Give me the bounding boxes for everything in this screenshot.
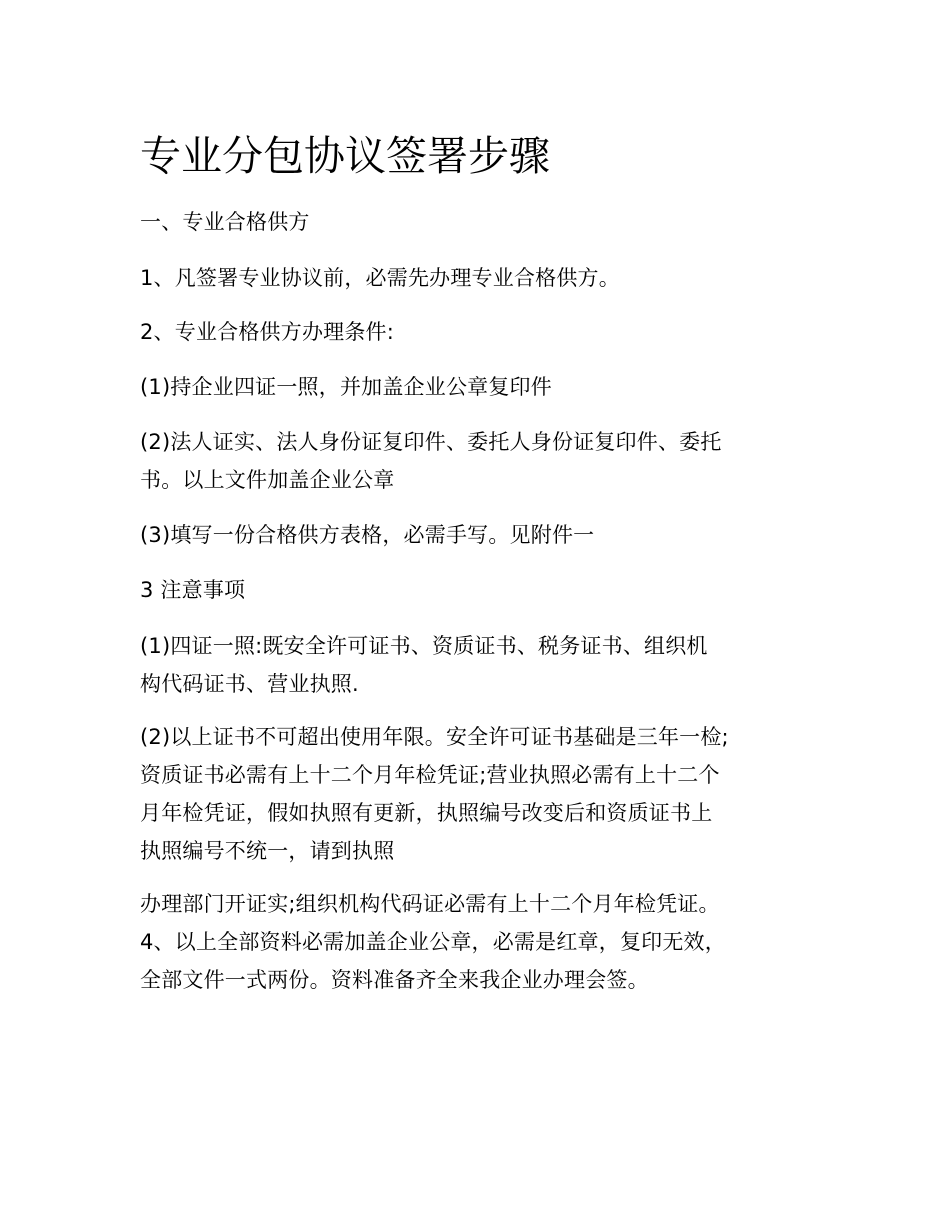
text-line: 月年检凭证，假如执照有更新，执照编号改变后和资质证书上: [140, 801, 713, 825]
text-line: (2)以上证书不可超出使用年限。安全许可证书基础是三年一检;: [140, 725, 729, 749]
paragraph-final: [140, 885, 830, 999]
section-heading-notes: [140, 571, 830, 609]
text-line: 全部文件一式两份。资料准备齐全来我企业办理会签。: [140, 968, 649, 992]
paragraph-item-2: [140, 313, 830, 351]
text-line: (2)法人证实、法人身份证复印件、委托人身份证复印件、委托: [140, 430, 722, 454]
text-line: 资质证书必需有上十二个月年检凭证;营业执照必需有上十二个: [140, 763, 720, 787]
text-line: 4、以上全部资料必需加盖企业公章，必需是红章，复印无效，: [140, 930, 726, 954]
paragraph-note-2: [140, 718, 830, 870]
text-line: 执照编号不统一，请到执照: [140, 839, 395, 863]
text-line: 书。以上文件加盖企业公章: [140, 468, 395, 492]
paragraph-item-1: [140, 259, 830, 297]
text-line: (1)四证一照:既安全许可证书、资质证书、税务证书、组织机: [140, 634, 708, 658]
text-line: 办理部门开证实;组织机构代码证必需有上十二个月年检凭证。: [140, 892, 720, 916]
text-line: 3 注意事项: [140, 578, 246, 602]
paragraph-subitem-1: [140, 368, 830, 406]
paragraph-subitem-2: [140, 423, 830, 499]
text-line: 构代码证书、营业执照.: [140, 672, 359, 696]
text-line: (1)持企业四证一照，并加盖企业公章复印件: [140, 375, 552, 399]
text-line: 1、凡签署专业协议前，必需先办理专业合格供方。: [140, 266, 620, 290]
text-line: 一、专业合格供方: [140, 210, 310, 234]
text-line: (3)填写一份合格供方表格，必需手写。见附件一: [140, 523, 595, 547]
paragraph-note-1: [140, 627, 830, 703]
paragraph-subitem-3: [140, 516, 830, 554]
document-title: 专业分包协议签署步骤: [140, 132, 550, 180]
section-heading-qualified-supplier: [140, 203, 830, 241]
text-line: 2、专业合格供方办理条件:: [140, 320, 395, 344]
